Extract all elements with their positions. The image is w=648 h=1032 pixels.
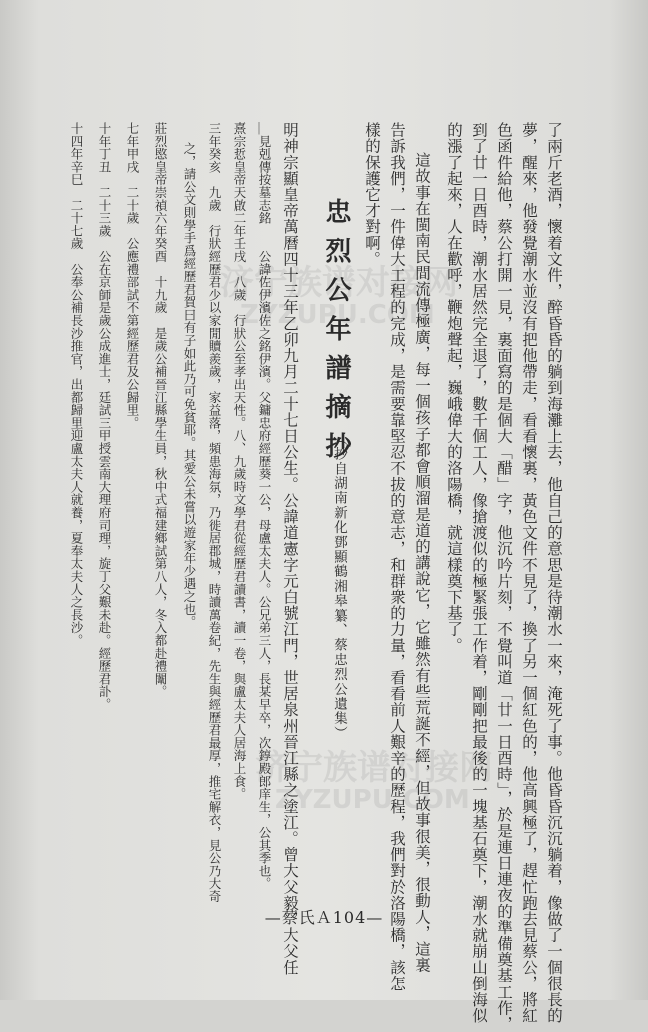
watermark-text-upper: 济宁族谱对接网: [220, 263, 458, 303]
reflection-column: 樣的保護它才對啊。: [363, 122, 381, 267]
section-title: 忠烈公年譜摘抄: [321, 198, 351, 471]
chronology-entry: 之，請公文則學手爲經歷君賀曰有子如此乃可免貧耶。其愛公未嘗以遊家年少遇之也。: [182, 142, 197, 629]
chronology-entry: 莊烈愍皇帝崇禎六年癸酉 十九歲 是歲公補晉江縣學生員，秋中式福建鄉試第八人，冬入都赴禮闈。: [153, 122, 168, 698]
chronology-entry: 三年癸亥 九歲 行狀經歷君少以家閒贖羨歲，家益落，頻患海氛，乃徙居郡城，時讀萬卷紀，先生與經歷君最厚，推宅解衣，見公乃大奇: [207, 122, 222, 903]
chronology-entry: 十四年辛巳 二十七歲 公奉公補長沙推官，出都歸里迎盧太夫人就養，夏奉太夫人之長沙。: [69, 122, 84, 647]
section-subtitle: （抄自湖南新化鄧顯鶴湘皋纂、蔡忠烈公遺集）: [331, 432, 347, 741]
reflection-column: 告訴我們，一件偉大工程的完成，是需要靠堅忍不拔的意志，和群衆的力量，看看前人艱辛的歷程，我們對於洛陽橋，該怎: [388, 122, 406, 992]
story-column: 的漲了起來，人在歡呼，鞭炮聲起，巍峨偉大的洛陽橋，就這樣奠下基了。: [445, 122, 463, 654]
story-column: 了兩斤老酒，懷着文件，醉昏昏的躺到海灘上去，他自己的意思是待潮水一來，淹死了事。他昏昏沉沉躺着，像做了一個很長的: [545, 122, 563, 1024]
reflection-column: 這故事在閩南民間流傳極廣，每一個孩子都會順溜是道的講說它，它雖然有些荒誕不經，但故事很美，很動人，這裏: [413, 152, 431, 974]
chronology-entry: 十年丁丑 二十三歲 公在京師是歲公成進士，廷試三甲授雲南大理府司理，旋丁父艱未赴。經歷君訃。: [97, 122, 112, 711]
story-column: 夢，醒來，他發覺潮水並沒有把他帶走，看看懷裏，黃色文件不見了，換了另一個紅色的，他高興極了，趕忙跑去見蔡公，將紅: [520, 122, 538, 1024]
chronology-entry: 熹宗悊皇帝天啟二年壬戌 八歲 行狀公至孝出天性。八、九歲時文學君從經歷君讀書，讀一卷，與盧太夫人居海上食。: [232, 122, 247, 801]
page-number: —蔡氏Ａ104—: [264, 908, 384, 927]
chronology-note: ＿見剋傳按墓志銘 公諱佐伊濱佐之銘伊濱。父鏞忠府經歷葵一公，母盧太夫人。公兄弟三人，長某早卒，次錞殿郎庠生，公其季也。: [257, 122, 272, 890]
story-column: 到了廿一日酉時，潮水居然完全退了，數千個工人，像搶渡似的極緊張工作着，剛剛把最後的一塊基石奠下，潮水就崩山倒海似: [470, 122, 488, 1024]
story-column: 色函件給他，蔡公打開一見，裏面寫的是個大「醋」字，他沉吟片刻，不覺叫道「廿一日酉時」，於是連日連夜的準備奠基工作，: [495, 122, 513, 1032]
watermark-text-lower: 济宁族谱对接网: [255, 748, 493, 788]
chronology-entry: 明神宗顯皇帝萬曆四十三年乙卯九月二十七日公生。公諱道憲字元白號江門，世居泉州晉江縣之塗江。曾大父毅，大父任: [281, 122, 299, 976]
chronology-entry: 七年甲戌 二十歲 公應禮部試不第經歷君及公歸里。: [125, 122, 140, 430]
watermark-url-lower: ZYZUPU.COM: [275, 785, 470, 815]
watermark-url-upper: ZYZUPU.COM: [240, 300, 435, 330]
